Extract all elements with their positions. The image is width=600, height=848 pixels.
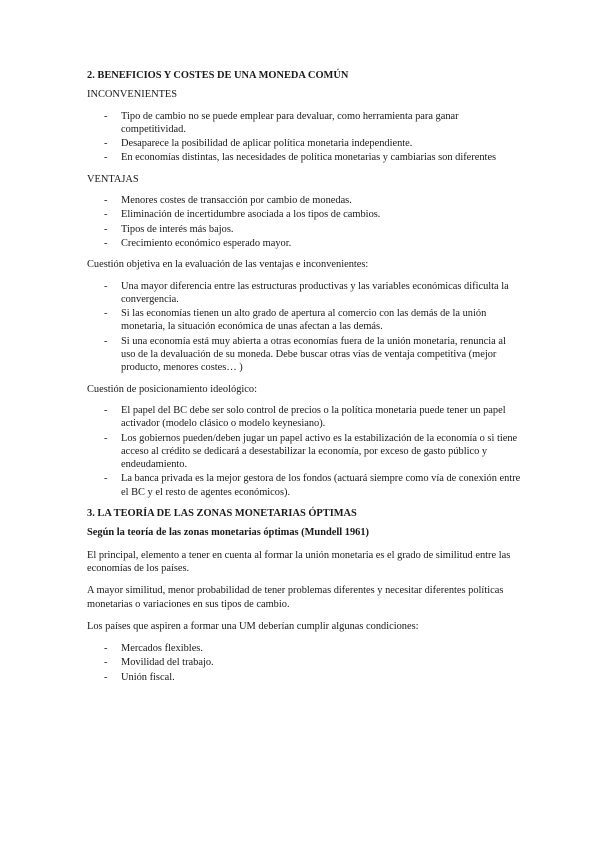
inconvenientes-list bbox=[87, 110, 522, 165]
list-item: - En economías distintas, las necesidades de política monetarias y cambiarias son diferentes bbox=[87, 151, 522, 164]
ventajas-list bbox=[87, 194, 522, 250]
list-item: - Una mayor diferencia entre las estructuras productivas y las variables económicas dificulta la convergencia. bbox=[87, 280, 522, 307]
document-content bbox=[87, 69, 522, 692]
list-item: - Si las economías tienen un alto grado de apertura al comercio con las demás de la unión monetaria, la situación económica de unas afectan a las demás. bbox=[87, 307, 522, 334]
section-3-title: 3. LA TEORÍA DE LAS ZONAS MONETARIAS ÓPTIMAS bbox=[87, 508, 357, 520]
list-item: - Movilidad del trabajo. bbox=[87, 656, 522, 669]
paragraph: El principal, elemento a tener en cuenta al formar la unión monetaria es el grado de similitud entre las economías de los países. bbox=[87, 549, 511, 574]
list-item: - Tipo de cambio no se puede emplear para devaluar, como herramienta para ganar competitividad. bbox=[87, 110, 522, 137]
list-item: - Si una economía está muy abierta a otras economías fuera de la unión monetaria, renuncia al uso de la devaluación de su moneda. Debe buscar otras vías de ventaja competitiva (mejor producto, menores costes… ) bbox=[87, 335, 522, 375]
list-item: - Desaparece la posibilidad de aplicar política monetaria independiente. bbox=[87, 137, 522, 150]
list-item: - Mercados flexibles. bbox=[87, 642, 522, 655]
list-item: - Tipos de interés más bajos. bbox=[87, 223, 522, 236]
list-item: - Los gobiernos pueden/deben jugar un papel activo es la estabilización de la economía o si tiene acceso al crédito se dedicará a desestabilizar la economía, por exceso de gasto público y endeudamiento. bbox=[87, 432, 522, 472]
cuestion-objetiva-heading: Cuestión objetiva en la evaluación de las ventajas e inconvenientes: bbox=[87, 259, 369, 271]
cuestion-objetiva-list bbox=[87, 280, 522, 375]
section-2-title: 2. BENEFICIOS Y COSTES DE UNA MONEDA COMÚN bbox=[87, 70, 349, 81]
cuestion-posicionamiento-list bbox=[87, 404, 522, 499]
list-item: - La banca privada es la mejor gestora de los fondos (actuará siempre como vía de conexión entre el BC y el resto de agentes económicos). bbox=[87, 472, 522, 499]
list-item: - Crecimiento económico esperado mayor. bbox=[87, 237, 522, 250]
list-item: - Menores costes de transacción por cambio de monedas. bbox=[87, 194, 522, 207]
inconvenientes-heading: INCONVENIENTES bbox=[87, 89, 178, 101]
cuestion-posicionamiento-heading: Cuestión de posicionamiento ideológico: bbox=[87, 383, 257, 395]
ventajas-heading: VENTAJAS bbox=[87, 173, 139, 185]
conditions-list bbox=[87, 642, 522, 684]
list-item: - Eliminación de incertidumbre asociada a los tipos de cambios. bbox=[87, 208, 522, 221]
paragraph: A mayor similitud, menor probabilidad de tener problemas diferentes y necesitar diferentes políticas monetarias o variaciones en sus tipos de cambio. bbox=[87, 585, 504, 610]
section-3-subtitle: Según la teoría de las zonas monetarias óptimas (Mundell 1961) bbox=[87, 527, 369, 539]
list-item: - Unión fiscal. bbox=[87, 671, 522, 684]
paragraph: Los países que aspiren a formar una UM deberían cumplir algunas condiciones: bbox=[87, 620, 419, 632]
list-item: - El papel del BC debe ser solo control de precios o la política monetaria puede tener un papel activador (modelo clásico o modelo keynesiano). bbox=[87, 404, 522, 431]
